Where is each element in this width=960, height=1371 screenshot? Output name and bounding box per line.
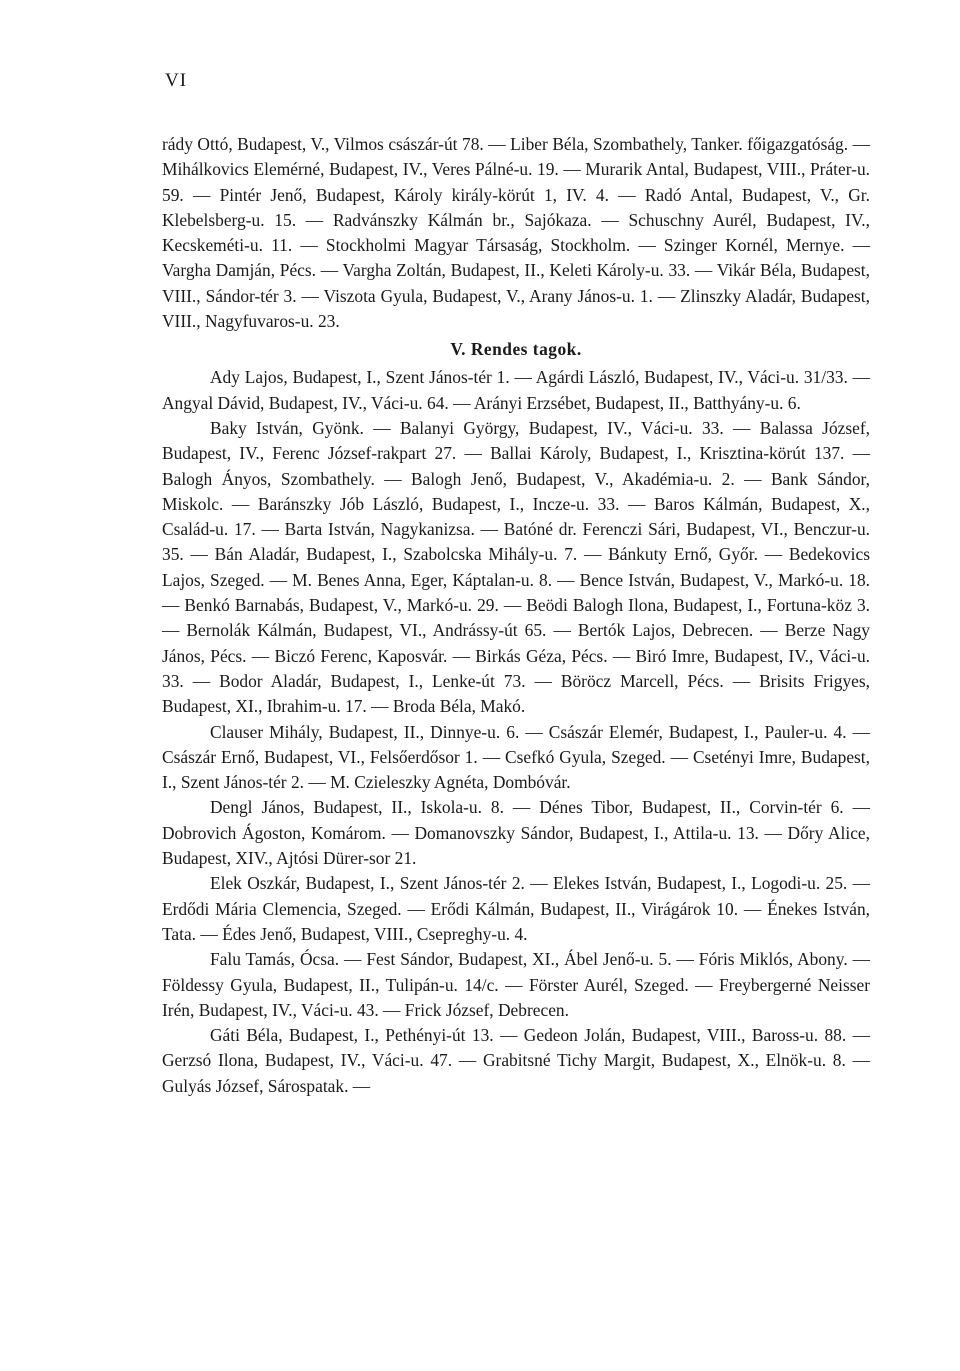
- page-body: [162, 132, 870, 1099]
- paragraph: Elek Oszkár, Budapest, I., Szent János-tér 2. — Elekes István, Budapest, I., Logodi-u. 25. — Erdődi Mária Clemencia, Szeged. — Erődi Kálmán, Budapest, II., Virágárok 10. — Énekes István, Tata. — Édes Jenő, Budapest, VIII., Csepreghy-u. 4.: [162, 873, 870, 944]
- paragraph: Dengl János, Budapest, II., Iskola-u. 8. — Dénes Tibor, Budapest, II., Corvin-tér 6. — Dobrovich Ágoston, Komárom. — Domanovszky Sándor, Budapest, I., Attila-u. 13. — Dőry Alice, Budapest, XIV., Ajtósi Dürer-sor 21.: [162, 797, 870, 869]
- section-heading: V. Rendes tagok.: [450, 339, 582, 360]
- paragraph: Ady Lajos, Budapest, I., Szent János-tér 1. — Agárdi László, Budapest, IV., Váci-u. 31/33. — Angyal Dávid, Budapest, IV., Váci-u. 64. — Arányi Erzsébet, Budapest, II., Batthyány-u. 6.: [162, 367, 870, 413]
- paragraph: Baky István, Gyönk. — Balanyi György, Budapest, IV., Váci-u. 33. — Balassa József, Budapest, IV., Ferenc József-rakpart 27. — Ballai Károly, Budapest, I., Krisztina-körút 137. — Balogh Ányos, Szombathely. — Balogh Jenő, Budapest, V., Akadémia-u. 2. — Bank Sándor, Miskolc. — Baránszky Jób László, Budapest, I., Incze-u. 33. — Baros Kálmán, Budapest, X., Család-u. 17. — Barta István, Nagykanizsa. — Batóné dr. Ferenczi Sári, Budapest, VI., Benczur-u. 35. — Bán Aladár, Budapest, I., Szabolcska Mihály-u. 7. — Bánkuty Ernő, Győr. — Bedekovics Lajos, Szeged. — M. Benes Anna, Eger, Káptalan-u. 8. — Bence István, Budapest, V., Markó-u. 18. — Benkó Barnabás, Budapest, V., Markó-u. 29. — Beödi Balogh Ilona, Budapest, I., Fortuna-köz 3. — Bernolák Kálmán, Budapest, VI., Andrássy-út 65. — Bertók Lajos, Debrecen. — Berze Nagy János, Pécs. — Biczó Ferenc, Kaposvár. — Birkás Géza, Pécs. — Biró Imre, Budapest, IV., Váci-u. 33. — Bodor Aladár, Budapest, I., Lenke-út 73. — Böröcz Marcell, Pécs. — Brisits Frigyes, Budapest, XI., Ibrahim-u. 17. — Broda Béla, Makó.: [162, 417, 870, 717]
- paragraph: Gáti Béla, Budapest, I., Pethényi-út 13. — Gedeon Jolán, Budapest, VIII., Baross-u. 88. — Gerzsó Ilona, Budapest, IV., Váci-u. 47. — Grabitsné Tichy Margit, Budapest, X., Elnök-u. 8. — Gulyás József, Sárospatak. —: [162, 1025, 870, 1096]
- paragraph: Falu Tamás, Ócsa. — Fest Sándor, Budapest, XI., Ábel Jenő-u. 5. — Fóris Miklós, Abony. — Földessy Gyula, Budapest, II., Tulipán-u. 14/c. — Förster Aurél, Szeged. — Freybergerné Neisser Irén, Budapest, IV., Váci-u. 43. — Frick József, Debrecen.: [162, 949, 870, 1020]
- paragraph: Clauser Mihály, Budapest, II., Dinnye-u. 6. — Császár Elemér, Budapest, I., Pauler-u. 4. — Császár Ernő, Budapest, VI., Felsőerdősor 1. — Csefkó Gyula, Szeged. — Csetényi Imre, Budapest, I., Szent János-tér 2. — M. Czieleszky Agnéta, Dombóvár.: [162, 721, 870, 793]
- paragraph: rády Ottó, Budapest, V., Vilmos császár-út 78. — Liber Béla, Szombathely, Tanker. főigazgatóság. — Mihálkovics Elemérné, Budapest, IV., Veres Pálné-u. 19. — Murarik Antal, Budapest, VIII., Práter-u. 59. — Pintér Jenő, Budapest, Károly király-körút 1, IV. 4. — Radó Antal, Budapest, V., Gr. Klebelsberg-u. 15. — Radvánszky Kálmán br., Sajókaza. — Schuschny Aurél, Budapest, IV., Kecskeméti-u. 11. — Stockholmi Magyar Társaság, Stockholm. — Szinger Kornél, Mernye. — Vargha Damján, Pécs. — Vargha Zoltán, Budapest, II., Keleti Károly-u. 33. — Vikár Béla, Budapest, VIII., Sándor-tér 3. — Viszota Gyula, Budapest, V., Arany János-u. 1. — Zlinszky Aladár, Budapest, VIII., Nagyfuvaros-u. 23.: [162, 134, 870, 332]
- page-number: VI: [165, 70, 188, 91]
